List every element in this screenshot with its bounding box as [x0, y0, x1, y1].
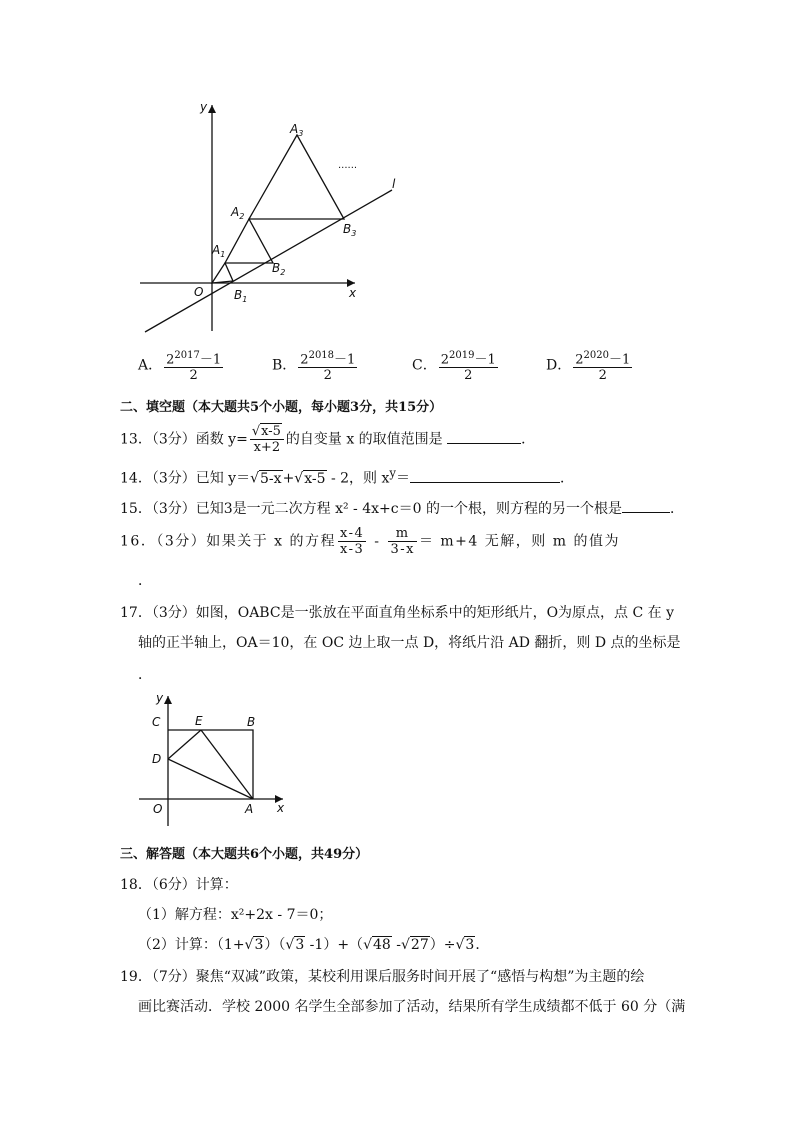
denominator: 2 [189, 368, 198, 384]
q16-pre: 16．（3分）如果关于 x 的方程 [120, 533, 337, 550]
q13-num: x-5 [261, 424, 281, 439]
base: 2 [166, 352, 175, 368]
q13-den: x+2 [253, 440, 281, 455]
answer-blank[interactable] [447, 431, 521, 444]
choice-letter: A． [138, 357, 163, 374]
q18-p2d: - [391, 937, 401, 953]
base: 2 [440, 352, 449, 368]
exponent: 2020 [583, 350, 609, 361]
label-c: C [152, 715, 161, 729]
label-b3: $B_3$ [343, 222, 357, 238]
denominator: 2 [464, 368, 473, 384]
q16-fraction-2 [388, 526, 417, 557]
label-x: x [277, 801, 285, 815]
q18-r27: 27 [410, 937, 429, 953]
tail: －1 [334, 352, 356, 368]
label-a1: $A_1$ [212, 243, 226, 259]
q18-p2b: ）（ [264, 937, 286, 953]
segment-ea [201, 730, 253, 799]
label-e: E [195, 714, 203, 728]
q14-end: ． [560, 470, 574, 487]
q18-p2f: ． [475, 937, 490, 953]
choice-fraction [439, 348, 498, 383]
q17-end: ． [138, 667, 152, 683]
label-a3: $A_3$ [290, 122, 304, 138]
q13-post: 的自变量 x 的取值范围是 [285, 431, 448, 448]
q16-n2: m [388, 526, 417, 542]
tail: －1 [474, 352, 496, 368]
answer-blank[interactable] [622, 500, 670, 513]
question-13 [120, 424, 535, 455]
question-16 [120, 526, 620, 557]
choice-fraction [573, 348, 632, 383]
q18-p2e: ）÷ [429, 937, 456, 953]
label-dots: ...... [338, 160, 358, 171]
choice-fraction [164, 348, 223, 383]
q17-line-2: 轴的正半轴上，OA＝10，在 OC 边上取一点 D，将纸片沿 AD 翻折，则 D 点的坐标是 [138, 635, 681, 651]
choice-letter: B． [272, 357, 297, 374]
label-a2: $A_2$ [231, 205, 245, 221]
figure-triangles [130, 95, 410, 340]
choice-d [546, 348, 634, 383]
q17-line-1: 17．（3分）如图，OABC是一张放在平面直角坐标系中的矩形纸片，O为原点，点 C 在 y [120, 605, 675, 621]
exponent: 2018 [308, 350, 335, 361]
q18-p2c: -1）+（ [305, 937, 364, 953]
q13-pre: 13．（3分）函数 [120, 431, 229, 448]
label-b: B [247, 715, 256, 729]
q15-text: 15．（3分）已知3是一元二次方程 x² - 4x+c＝0 的一个根，则方程的另一个根是 [120, 501, 622, 517]
q16-minus: - [368, 533, 387, 550]
q13-fraction: $\frac{√x-5}{x+2}$ [250, 424, 284, 455]
q18-part-1: （1）解方程：x²+2x - 7＝0； [138, 907, 333, 923]
q16-n1: x-4 [340, 526, 365, 541]
y-arrow [208, 105, 216, 113]
choice-letter: D． [546, 357, 572, 374]
choice-b [272, 348, 359, 383]
section-3-title: 三、解答题（本大题共6个小题，共49分） [120, 847, 369, 862]
q14-r2: x-5 [304, 470, 326, 487]
q14-eq: ＝ [396, 470, 410, 487]
answer-blank[interactable] [410, 470, 560, 483]
q16-d2: 3-x [390, 542, 415, 557]
exponent: 2019 [449, 350, 475, 361]
label-o: O [153, 802, 163, 816]
denominator: 2 [598, 368, 607, 384]
base: 2 [300, 352, 309, 368]
q14-pre: 14．（3分）已知 y＝ [120, 470, 251, 487]
q18-r3: 3 [254, 937, 264, 953]
q19-line-1: 19．（7分）聚焦“双减”政策，某校利用课后服务时间开展了“感悟与构想”为主题的绘 [120, 969, 645, 985]
q18-p2a: （2）计算：（1+ [138, 937, 245, 953]
exponent: 2017 [174, 350, 200, 361]
q16-fraction-1 [338, 526, 366, 557]
choice-c [412, 348, 500, 383]
q13-y: y= [228, 431, 248, 448]
label-o: O [194, 285, 204, 299]
q18-head: 18．（6分）计算： [120, 877, 238, 893]
segment-da [168, 759, 253, 799]
question-15 [120, 498, 684, 518]
choice-a [138, 348, 225, 383]
label-b1: $B_1$ [234, 288, 248, 304]
base: 2 [575, 352, 584, 368]
q13-end: ． [521, 431, 536, 448]
q16-post: ＝ m+4 无解，则 m 的值为 [418, 533, 620, 550]
q18-part-2: （2）计算：（1+√3）（√3 -1）+（√48 -√27）÷√3． [138, 937, 490, 953]
q18-r3b: 3 [295, 937, 305, 953]
q18-r3c: 3 [465, 937, 475, 953]
figure-rectangle [135, 688, 295, 828]
section-2-title: 二、填空题（本大题共5个小题，每小题3分，共15分） [120, 400, 443, 415]
choice-fraction [298, 348, 357, 383]
q18-r48: 48 [372, 937, 391, 953]
triangle-1 [212, 263, 233, 283]
denominator: 2 [323, 368, 332, 384]
q14-plus: + [282, 470, 295, 487]
triangle-2 [225, 219, 273, 263]
q15-end: ． [669, 501, 684, 517]
label-a: A [245, 802, 254, 816]
q16-end: ． [138, 573, 152, 589]
q14-sup: y [389, 466, 396, 480]
q16-d1: x-3 [340, 542, 365, 557]
segment-de [168, 730, 201, 759]
q19-line-2: 画比赛活动．学校 2000 名学生全部参加了活动，结果所有学生成绩都不低于 60 分（满 [138, 999, 686, 1015]
line-l [145, 190, 392, 332]
q14-r1: 5-x [260, 470, 282, 487]
triangle-3 [249, 135, 344, 219]
label-l: l [392, 177, 396, 191]
label-y: y [156, 691, 164, 705]
tail: －1 [199, 352, 222, 368]
tail: －1 [608, 352, 631, 368]
label-y: y [200, 100, 208, 114]
y-arrow [164, 696, 172, 704]
question-14: 14．（3分）已知 y＝√5-x+√x-5 - 2，则 $x^y=$ ． [120, 466, 574, 487]
choice-letter: C． [412, 357, 437, 374]
label-d: D [152, 752, 162, 766]
label-b2: $B_2$ [272, 261, 286, 277]
label-x: x [349, 286, 357, 300]
q14-mid: - 2，则 x [326, 470, 390, 487]
